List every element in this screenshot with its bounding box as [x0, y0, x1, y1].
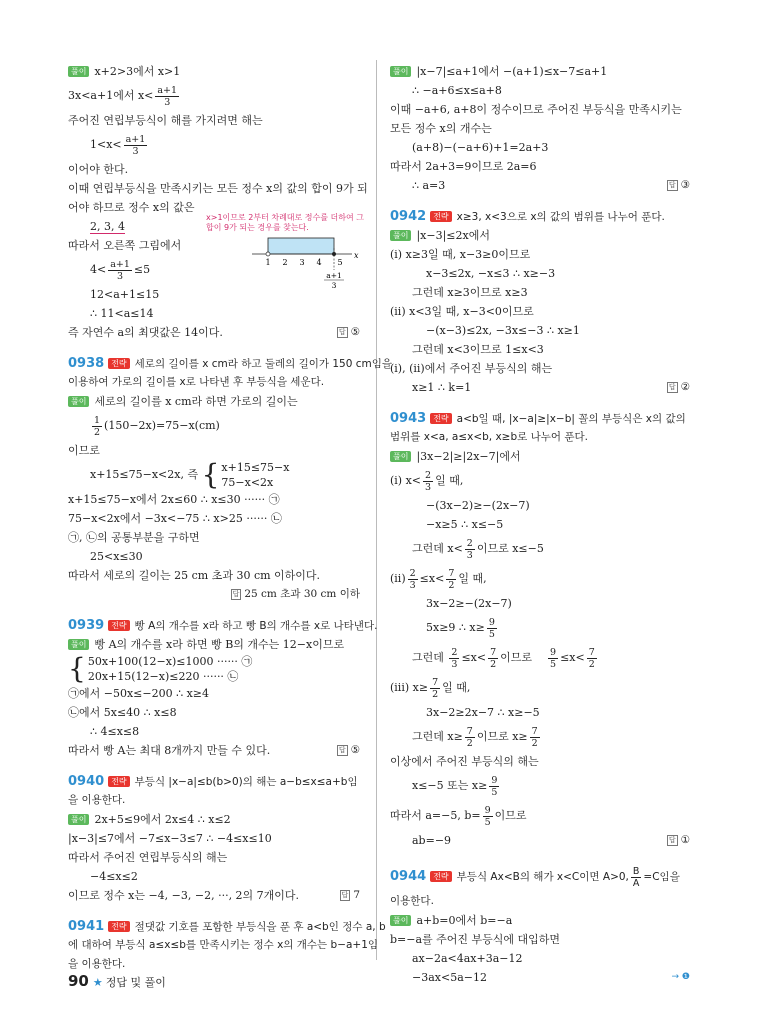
- fraction: [155, 85, 179, 108]
- denominator: 5: [550, 658, 557, 670]
- text: x+15≤75−x에서 2x≤60 ∴ x≤30 ······ ㉠: [68, 493, 280, 506]
- solution-line: [68, 236, 360, 290]
- solution-line: [390, 100, 690, 119]
- solution-line: [68, 684, 360, 703]
- fraction: [488, 647, 498, 670]
- answer-value: ②: [680, 381, 690, 393]
- problem-number: 0941: [68, 919, 105, 934]
- solution-line: [68, 741, 360, 760]
- solution-line: [390, 613, 690, 643]
- text: 1<x<: [90, 138, 122, 151]
- text: 이때 −a+6, a+8이 정수이므로 주어진 부등식을 만족시키는: [390, 103, 682, 116]
- text: 따라서 주어진 연립부등식의 해는: [68, 851, 228, 864]
- solution-line: [68, 547, 360, 566]
- denominator: 3: [466, 549, 473, 561]
- text: 을 이용한다.: [68, 794, 126, 806]
- numerator: 7: [531, 725, 538, 737]
- numerator: 7: [448, 567, 455, 579]
- solution-line: [390, 226, 690, 245]
- solution-line: [390, 643, 690, 673]
- solution-line: [390, 515, 690, 534]
- numerator: 2: [466, 537, 473, 549]
- problem-header: [68, 373, 360, 392]
- text: =C임을: [643, 871, 680, 883]
- text: ax−2a<4ax+3a−12: [412, 952, 523, 965]
- numerator: 7: [588, 646, 595, 658]
- text: ∴ a=3: [412, 179, 446, 192]
- continue-arrow-icon: → ❶: [671, 972, 690, 982]
- text: 따라서 빵 A는 최대 8개까지 만들 수 있다.: [68, 744, 271, 757]
- text: 일 때,: [458, 572, 487, 585]
- text: |x−3|≤7에서 −7≤x−3≤7 ∴ −4≤x≤10: [68, 832, 272, 845]
- denominator: 3: [425, 481, 432, 493]
- strategy-badge: 전략: [108, 358, 129, 369]
- solution-line: [68, 829, 360, 848]
- answer-box-icon: 답: [232, 590, 240, 598]
- text: b=−a를 주어진 부등식에 대입하면: [390, 933, 561, 946]
- text: ≤5: [133, 263, 151, 276]
- solution-line: [390, 673, 690, 703]
- problem-number: 0938: [68, 356, 105, 371]
- solution-line: [390, 968, 690, 987]
- solution-line: [68, 255, 360, 285]
- text: x+2>3에서 x>1: [94, 65, 181, 78]
- numerator: 9: [488, 616, 495, 628]
- fraction: [631, 866, 642, 889]
- solution-line: [68, 635, 360, 654]
- tick-label: 5: [337, 258, 343, 267]
- brace: {: [68, 652, 86, 685]
- numerator: a+1: [110, 258, 130, 270]
- solution-line: [68, 703, 360, 722]
- text: a<b일 때, |x−a|≥|x−b| 꼴의 부등식은 x의 값의: [456, 413, 686, 425]
- solution-line: [390, 466, 690, 496]
- text: 75−x<2x: [221, 476, 274, 489]
- fraction: [483, 805, 493, 828]
- answer: [337, 741, 360, 760]
- fraction: [124, 134, 148, 157]
- problem-number: 0943: [390, 411, 427, 426]
- answer: [667, 378, 690, 397]
- numerator: a+1: [157, 84, 178, 96]
- text: 모든 정수 x의 개수는: [390, 122, 492, 135]
- axis-var-label: x: [354, 251, 359, 260]
- solution-line: [390, 302, 690, 321]
- text: 세로의 길이를 x cm라 하고 둘레의 길이가 150 cm임을: [134, 358, 393, 370]
- solution-line: [68, 111, 360, 130]
- numerator: 2: [451, 646, 458, 658]
- solution-badge: 풀이: [68, 814, 89, 825]
- fraction: [108, 259, 132, 282]
- text: ∴ −a+6≤x≤a+8: [412, 84, 502, 97]
- strategy-badge: 전략: [430, 413, 451, 424]
- text: 주어진 연립부등식이 해를 가지려면 해는: [68, 114, 263, 127]
- footer-title: 정답 및 풀이: [105, 976, 166, 989]
- solution-line: [390, 176, 690, 195]
- fraction: [423, 470, 433, 493]
- text: 이상에서 주어진 부등식의 해는: [390, 755, 539, 768]
- text: ∴ 11<a≤14: [90, 307, 154, 320]
- solution-line: [390, 245, 690, 264]
- text: 4<: [90, 263, 107, 276]
- solution-line: [68, 848, 360, 867]
- answer: [337, 323, 360, 342]
- denominator: 2: [432, 688, 439, 700]
- numerator: a+1: [125, 133, 146, 145]
- fraction: [408, 568, 418, 591]
- text: 따라서 세로의 길이는 25 cm 초과 30 cm 이하이다.: [68, 569, 321, 582]
- strategy-badge: 전략: [430, 871, 451, 882]
- text: −x≥5 ∴ x≤−5: [426, 518, 504, 531]
- denominator: 2: [466, 737, 473, 749]
- fraction: [465, 538, 475, 561]
- numerator: 2: [425, 469, 432, 481]
- text: ab=−9: [412, 834, 452, 847]
- column-divider: [376, 60, 377, 960]
- solution-line: [390, 911, 690, 930]
- text: −(x−3)≤2x, −3x≤−3 ∴ x≥1: [426, 324, 580, 337]
- denominator: 2: [588, 658, 595, 670]
- answer-value: ⑤: [350, 744, 360, 756]
- left-column: [68, 62, 393, 974]
- solution-badge: 풀이: [68, 66, 89, 77]
- text: ≤x<: [560, 651, 585, 664]
- problem-header: [390, 892, 690, 911]
- problem-header: [68, 616, 378, 635]
- text: (i) x≥3일 때, x−3≥0이므로: [390, 248, 531, 261]
- text: 따라서 2a+3=9이므로 2a=6: [390, 160, 537, 173]
- text: 절댓값 기호를 포함한 부등식을 푼 후 a<b인 정수 a, b: [134, 921, 386, 933]
- solution-line: [68, 566, 360, 585]
- solution-line: [68, 654, 360, 684]
- tick-label: 1: [265, 258, 271, 267]
- text: 일 때,: [435, 474, 464, 487]
- solution-line: [68, 81, 360, 111]
- text: (a+8)−(−a+6)+1=2a+3: [412, 141, 549, 154]
- text: 5x≥9 ∴ x≥: [426, 621, 485, 634]
- strategy-badge: 전략: [108, 921, 129, 932]
- text: 이므로 x≥: [476, 730, 528, 743]
- text: (ii): [390, 572, 406, 585]
- numerator: 7: [490, 646, 497, 658]
- solution-line: [68, 323, 360, 342]
- solution-line: [390, 534, 690, 564]
- text: 이므로 정수 x는 −4, −3, −2, ···, 2의 7개이다.: [68, 889, 300, 902]
- solution-line: [68, 411, 360, 441]
- solution-badge: 풀이: [390, 915, 411, 926]
- text: 부등식 Ax<B의 해가 x<C이면 A>0,: [456, 871, 629, 883]
- text: −(3x−2)≥−(2x−7): [426, 499, 530, 512]
- numerator: 9: [550, 646, 557, 658]
- solution-line: [390, 119, 690, 138]
- text: (i) x<: [390, 474, 422, 487]
- solution-line: [390, 62, 690, 81]
- text: 3x<a+1에서 x<: [68, 89, 154, 102]
- fraction: [489, 775, 499, 798]
- denominator: 3: [409, 579, 416, 591]
- system: [221, 460, 289, 490]
- text: 에 대하여 부등식 a≤x≤b를 만족시키는 정수 x의 개수는 b−a+1임: [68, 939, 379, 951]
- problem-header: [68, 772, 360, 791]
- problem-header: [390, 409, 690, 428]
- text: 이때 연립부등식을 만족시키는 모든 정수 x의 값의 합이 9가 되: [68, 182, 368, 195]
- text: x+15≤75−x: [221, 461, 290, 474]
- numerator: 7: [432, 676, 439, 688]
- fraction: [430, 677, 440, 700]
- solution-line: [390, 801, 690, 831]
- denominator: 5: [491, 786, 498, 798]
- problem-number: 0944: [390, 869, 427, 884]
- solution-line: [390, 949, 690, 968]
- solution-badge: 풀이: [390, 66, 411, 77]
- solution-line: [390, 340, 690, 359]
- star-icon: ★: [92, 976, 103, 989]
- text: (ii) x<3일 때, x−3<0이므로: [390, 305, 534, 318]
- solution-badge: 풀이: [68, 639, 89, 650]
- system: [88, 654, 253, 684]
- denominator: 5: [488, 628, 495, 640]
- text: 즉 자연수 a의 최댓값은 14이다.: [68, 326, 223, 339]
- text: 3x−2≥−(2x−7): [426, 597, 512, 610]
- text: ㉠에서 −50x≤−200 ∴ x≥4: [68, 687, 210, 700]
- answer-box-icon: 답: [338, 746, 346, 754]
- solution-line: [68, 392, 360, 411]
- text: 범위를 x<a, a≤x<b, x≥b로 나누어 푼다.: [390, 431, 589, 443]
- solution-line: [390, 496, 690, 515]
- solution-line: [390, 771, 690, 801]
- answer-box-icon: 답: [668, 836, 676, 844]
- answer-box-icon: 답: [668, 383, 676, 391]
- solution-line: [390, 564, 690, 594]
- text: 빵 A의 개수를 x라 하고 빵 B의 개수를 x로 나타낸다.: [134, 620, 378, 632]
- solution-line: [390, 283, 690, 302]
- text: 25<x≤30: [90, 550, 143, 563]
- solution-line: [68, 160, 360, 179]
- text: 이므로 x≤−5: [476, 542, 544, 555]
- text: x≥3, x<3으로 x의 값의 범위를 나누어 푼다.: [456, 211, 665, 223]
- text: 2, 3, 4: [90, 220, 125, 233]
- text: (i), (ii)에서 주어진 부등식의 해는: [390, 362, 553, 375]
- solution-line: [68, 528, 360, 547]
- solution-line: [390, 157, 690, 176]
- text: ≤x<: [461, 651, 487, 664]
- text: 을 이용한다.: [68, 958, 126, 970]
- answer: [667, 831, 690, 850]
- solution-line: [390, 81, 690, 100]
- solution-line: [68, 179, 368, 198]
- fraction: [465, 726, 475, 749]
- answer: [231, 585, 360, 604]
- text: a+b=0에서 b=−a: [416, 914, 513, 927]
- fraction: [487, 617, 497, 640]
- text: 그런데: [412, 651, 444, 664]
- text: 이므로: [494, 809, 527, 822]
- problem-number: 0939: [68, 618, 105, 633]
- shaded-range: [268, 238, 334, 254]
- solution-badge: 풀이: [390, 451, 411, 462]
- numerator: 7: [466, 725, 473, 737]
- solution-line: [68, 867, 360, 886]
- text: 따라서 오른쪽 그림에서: [68, 239, 182, 252]
- denominator: 2: [531, 737, 538, 749]
- text: 그런데 x≥: [412, 730, 463, 743]
- text: x≥1 ∴ k=1: [412, 381, 472, 394]
- problem-header: [68, 936, 379, 955]
- numerator: 1: [94, 414, 101, 426]
- numerator: B: [632, 865, 640, 877]
- text: 20x+15(12−x)≤220 ······ ㉡: [87, 670, 239, 683]
- solution-line: [390, 930, 690, 949]
- answer-value: 7: [353, 889, 360, 901]
- tick-label: 3: [299, 258, 305, 267]
- answer-value: ③: [680, 179, 690, 191]
- solution-line: [68, 130, 360, 160]
- solution-badge: 풀이: [68, 396, 89, 407]
- text: 3x−2≥2x−7 ∴ x≥−5: [426, 706, 540, 719]
- solution-line: [390, 359, 690, 378]
- text: 어야 하므로 정수 x의 값은: [68, 201, 195, 214]
- strategy-badge: 전략: [430, 211, 451, 222]
- text: ㉠, ㉡의 공통부분을 구하면: [68, 531, 200, 544]
- text: 75−x<2x에서 −3x<−75 ∴ x>25 ······ ㉡: [68, 512, 282, 525]
- solution-line: [390, 264, 690, 283]
- text: (150−2x)=75−x(cm): [104, 419, 220, 432]
- text: 이므로: [500, 651, 533, 664]
- problem-number: 0940: [68, 774, 105, 789]
- fraction: [587, 647, 597, 670]
- text: |3x−2|≥|2x−7|에서: [416, 450, 521, 463]
- text: 부등식 |x−a|≤b(b>0)의 해는 a−b≤x≤a+b임: [134, 776, 358, 788]
- tick-label: 4: [316, 258, 322, 267]
- text: ㉡에서 5x≤40 ∴ x≤8: [68, 706, 177, 719]
- side-note: x>1이므로 2부터 차례대로 정수를 더하여 그 합이 9가 되는 경우를 찾는다.: [206, 213, 364, 232]
- denominator: 3: [451, 658, 458, 670]
- problem-header: [68, 354, 393, 373]
- numerator: 9: [484, 804, 491, 816]
- strategy-badge: 전략: [108, 776, 129, 787]
- denominator: 2: [448, 579, 455, 591]
- text: x≤−5 또는 x≥: [412, 779, 488, 792]
- solution-line: [68, 585, 360, 604]
- fraction: [530, 726, 540, 749]
- solution-line: [390, 703, 690, 722]
- denominator: 3: [117, 270, 124, 282]
- solution-line: [390, 831, 690, 850]
- text: (iii) x≥: [390, 681, 429, 694]
- denominator: 5: [484, 816, 491, 828]
- text: 따라서 a=−5, b=: [390, 809, 481, 822]
- solution-line: [390, 138, 690, 157]
- solution-line: [68, 490, 360, 509]
- denominator: 2: [94, 426, 101, 438]
- text: 이어야 한다.: [68, 163, 129, 176]
- solution-line: [68, 509, 360, 528]
- text: 그런데 x<: [412, 542, 463, 555]
- problem-header: [68, 791, 360, 810]
- text: 그런데 x<3이므로 1≤x<3: [412, 343, 544, 356]
- text: 2x+5≤9에서 2x≤4 ∴ x≤2: [94, 813, 231, 826]
- text: 이용하여 가로의 길이를 x로 나타낸 후 부등식을 세운다.: [68, 376, 325, 388]
- text: 50x+100(12−x)≤1000 ······ ㉠: [87, 655, 253, 668]
- right-column: [390, 62, 690, 987]
- answer: [340, 886, 360, 905]
- solution-badge: 풀이: [390, 230, 411, 241]
- denominator: A: [632, 877, 640, 889]
- text: 일 때,: [442, 681, 471, 694]
- text: |x−7|≤a+1에서 −(a+1)≤x−7≤a+1: [416, 65, 608, 78]
- text: |x−3|≤2x에서: [416, 229, 490, 242]
- solution-line: [68, 460, 360, 490]
- solution-line: [390, 321, 690, 340]
- text: −3ax<5a−12: [412, 971, 487, 984]
- problem-number: 0942: [390, 209, 427, 224]
- answer-value: 25 cm 초과 30 cm 이하: [244, 588, 360, 600]
- answer-value: ⑤: [350, 326, 360, 338]
- fraction: [92, 415, 102, 438]
- text: x+15≤75−x<2x, 즉: [90, 468, 199, 481]
- numerator: 9: [491, 774, 498, 786]
- solution-line: [390, 722, 690, 752]
- denominator: 3: [132, 145, 139, 157]
- text: −4≤x≤2: [90, 870, 138, 883]
- text: 12<a+1≤15: [90, 288, 160, 301]
- solution-line: [68, 886, 360, 905]
- solution-line: [68, 62, 360, 81]
- fraction: [446, 568, 456, 591]
- text: 이므로: [68, 444, 100, 457]
- text: 빵 A의 개수를 x라 하면 빵 B의 개수는 12−x이므로: [94, 638, 345, 651]
- problem-header: [390, 207, 690, 226]
- solution-line: [390, 752, 690, 771]
- solution-line: [68, 304, 360, 323]
- problem-header: [390, 862, 690, 892]
- solution-line: [68, 285, 360, 304]
- text: x−3≤2x, −x≤3 ∴ x≥−3: [426, 267, 556, 280]
- answer-value: ①: [680, 834, 690, 846]
- tick-label: 2: [282, 258, 288, 267]
- answer: [667, 176, 690, 195]
- answer-box-icon: 답: [668, 181, 676, 189]
- page-number: 90: [68, 972, 89, 990]
- answer-box-icon: 답: [341, 891, 349, 899]
- text: 세로의 길이를 x cm라 하면 가로의 길이는: [94, 395, 298, 408]
- brace: {: [201, 458, 220, 491]
- solution-line: [390, 594, 690, 613]
- solution-line: [68, 810, 360, 829]
- problem-header: [68, 917, 386, 936]
- text: 그런데 x≥3이므로 x≥3: [412, 286, 528, 299]
- fraction: [449, 647, 459, 670]
- marker-label-den: 3: [331, 281, 337, 290]
- solution-line: [390, 378, 690, 397]
- denominator: 2: [490, 658, 497, 670]
- solution-line: [390, 447, 690, 466]
- problem-header: [390, 428, 690, 447]
- fraction: [548, 647, 558, 670]
- text: 이용한다.: [390, 895, 434, 907]
- page-footer: [68, 972, 166, 990]
- answer-box-icon: 답: [338, 328, 346, 336]
- solution-line: [68, 722, 360, 741]
- numerator: 2: [409, 567, 416, 579]
- marker-label-num: a+1: [326, 271, 342, 280]
- text: ∴ 4≤x≤8: [90, 725, 140, 738]
- denominator: 3: [164, 96, 171, 108]
- text: ≤x<: [419, 572, 445, 585]
- strategy-badge: 전략: [108, 620, 129, 631]
